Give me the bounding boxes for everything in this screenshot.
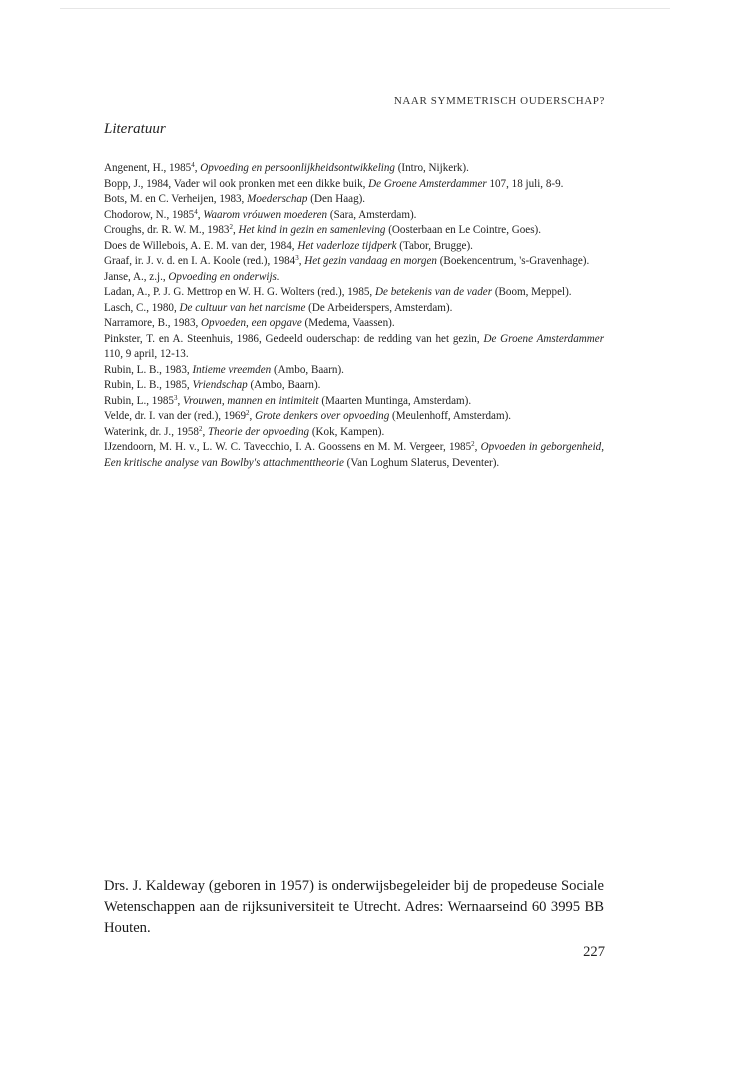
reference-text: , [177, 394, 184, 407]
reference-edition: 4 [191, 161, 195, 169]
reference-entry [104, 378, 604, 394]
reference-edition: 2 [471, 440, 475, 448]
reference-title: Opvoeden in geborgenheid, Een kritische analyse van Bowlby's attachmenttheorie [104, 441, 605, 469]
reference-entry [104, 161, 604, 177]
author-bio: Drs. J. Kaldeway (geboren in 1957) is onderwijsbegeleider bij de propedeuse Sociale Wetenschappen aan de rijksuniversiteit te Utrecht. Adres: Wernaarseind 60 3995 BB Houten. [104, 878, 604, 936]
reference-text: (Tabor, Brugge). [396, 239, 473, 252]
reference-text: , [249, 410, 256, 422]
reference-title: Moederschap [247, 193, 308, 205]
reference-entry [104, 223, 604, 239]
reference-text: , [197, 208, 204, 221]
reference-entry [104, 316, 604, 332]
reference-text: (Ambo, Baarn). [247, 379, 321, 391]
reference-text: (Sara, Amsterdam). [327, 208, 417, 221]
running-head: NAAR SYMMETRISCH OUDERSCHAP? [393, 95, 605, 107]
reference-text: Janse, A., z.j., [104, 270, 169, 283]
reference-entry [104, 270, 604, 286]
reference-text: (Kok, Kampen). [309, 425, 385, 438]
reference-text: , [298, 255, 305, 267]
reference-text: (Oosterbaan en Le Cointre, Goes). [385, 224, 542, 236]
reference-text: (De Arbeiderspers, Amsterdam). [305, 301, 453, 314]
section-title: Literatuur [104, 121, 166, 137]
reference-text: Does de Willebois, A. E. M. van der, 1984, [104, 239, 298, 252]
page-number: 227 [583, 944, 605, 960]
top-rule [60, 8, 670, 9]
reference-text: Velde, dr. I. van der (red.), 1969 [104, 410, 247, 422]
reference-title: Opvoeden, een opgave [201, 317, 302, 329]
reference-title: De betekenis van de vader [374, 286, 493, 298]
reference-edition: 3 [173, 393, 178, 402]
reference-entry [104, 409, 604, 425]
reference-entry [104, 192, 604, 208]
reference-title: Het kind in gezin en samenleving [238, 224, 386, 236]
reference-text: Ladan, A., P. J. G. Mettrop en W. H. G. Wolters (red.), 1985, [104, 286, 375, 298]
reference-text: Waterink, dr. J., 1958 [104, 425, 199, 438]
reference-text: Graaf, ir. J. v. d. en I. A. Koole (red.), 1984 [104, 255, 296, 267]
reference-edition: 3 [295, 254, 299, 262]
reference-text: Rubin, L., 1985 [104, 394, 174, 407]
reference-text: , [232, 224, 239, 236]
reference-text: , [194, 162, 201, 174]
reference-text: (Intro, Nijkerk). [394, 162, 469, 174]
reference-entry [104, 332, 604, 363]
reference-text: , [202, 425, 208, 438]
reference-entry [104, 208, 604, 224]
reference-title: Vriendschap [192, 379, 248, 391]
reference-text: Rubin, L. B., 1985, [104, 379, 193, 391]
reference-text: IJzendoorn, M. H. v., L. W. C. Tavecchio, I. A. Goossens en M. M. Vergeer, 1985 [104, 441, 472, 453]
reference-text: , [474, 441, 481, 453]
reference-title: De Groene Amsterdammer [483, 332, 605, 345]
reference-title: Opvoeding en onderwijs. [168, 270, 280, 283]
reference-title: Opvoeding en persoonlijkheidsontwikkeling [200, 162, 395, 174]
reference-text: Narramore, B., 1983, [104, 317, 202, 329]
reference-text: Chodorow, N., 1985 [104, 208, 195, 221]
reference-text: (Den Haag). [307, 193, 366, 205]
reference-edition: 2 [229, 223, 233, 231]
reference-text: (Maarten Muntinga, Amsterdam). [318, 394, 472, 407]
reference-text: Lasch, C., 1980, [104, 301, 180, 314]
reference-list [104, 161, 604, 471]
reference-text: 107, 18 juli, 8-9. [486, 177, 564, 190]
reference-title: De Groene Amsterdammer [368, 177, 487, 190]
reference-text: Pinkster, T. en A. Steenhuis, 1986, Gedeeld ouderschap: de redding van het gezin, [104, 332, 484, 345]
reference-entry [104, 177, 604, 193]
reference-edition: 2 [198, 424, 203, 433]
reference-title: Vrouwen, mannen en intimiteit [183, 394, 319, 407]
reference-title: Theorie der opvoeding [207, 425, 310, 438]
reference-entry [104, 301, 604, 317]
reference-entry [104, 254, 604, 270]
reference-text: Croughs, dr. R. W. M., 1983 [104, 224, 230, 236]
reference-text: Bopp, J., 1984, Vader wil ook pronken met een dikke buik, [104, 177, 369, 190]
reference-text: (Ambo, Baarn). [271, 363, 344, 376]
reference-title: Intieme vreemden [192, 363, 272, 376]
reference-text: 110, 9 april, 12-13. [104, 348, 189, 360]
reference-entry [104, 239, 604, 255]
reference-title: Grote denkers over opvoeding [255, 410, 390, 422]
reference-entry [104, 440, 604, 471]
reference-title: Het vaderloze tijdperk [297, 239, 397, 252]
reference-title: Waarom vróuwen moederen [203, 208, 328, 221]
reference-text: Rubin, L. B., 1983, [104, 363, 193, 376]
reference-text: (Medema, Vaassen). [301, 317, 395, 329]
reference-text: Angenent, H., 1985 [104, 162, 192, 174]
reference-text: (Van Loghum Slaterus, Deventer). [343, 456, 500, 469]
reference-text: (Boekencentrum, 's-Gravenhage). [436, 255, 590, 267]
reference-entry [104, 285, 604, 301]
reference-text: Bots, M. en C. Verheijen, 1983, [104, 193, 248, 205]
reference-edition: 4 [194, 207, 198, 216]
reference-entry [104, 425, 604, 441]
reference-text: (Meulenhoff, Amsterdam). [389, 410, 512, 422]
reference-text: (Boom, Meppel). [492, 286, 572, 298]
reference-entry [104, 394, 604, 410]
reference-title: Het gezin vandaag en morgen [304, 255, 437, 267]
reference-title: De cultuur van het narcisme [179, 301, 306, 314]
reference-entry [104, 363, 604, 379]
reference-edition: 2 [246, 409, 250, 417]
